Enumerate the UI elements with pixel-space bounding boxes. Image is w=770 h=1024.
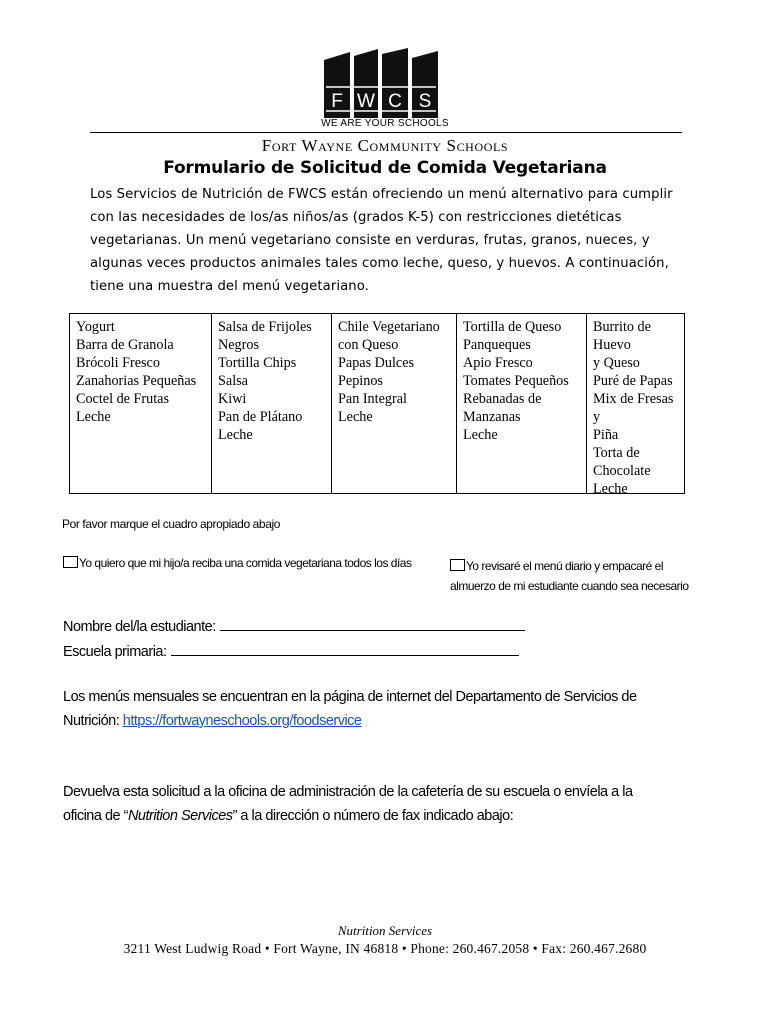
footer-address: 3211 West Ludwig Road • Fort Wayne, IN 46818 • Phone: 260.467.2058 • Fax: 260.467.2680: [123, 941, 647, 956]
intro-line: vegetarianas. Un menú vegetariano consiste en verduras, frutas, granos, nueces, y: [90, 233, 650, 248]
menu-item: Tomates Pequeños: [463, 373, 569, 389]
menu-column-3: [332, 314, 457, 493]
menu-item: Pan Integral: [338, 391, 407, 407]
foodservice-link[interactable]: https://fortwayneschools.org/foodservice: [122, 713, 362, 729]
monthly-menus-paragraph: [63, 685, 683, 733]
menu-item: Coctel de Frutas: [76, 391, 169, 407]
logo-letter-f: F: [331, 91, 343, 112]
option-review-menu-label-cont: almuerzo de mi estudiante cuando sea necesario: [450, 579, 689, 593]
menu-item: Apio Fresco: [463, 355, 533, 371]
menu-item: Panqueques: [463, 337, 531, 353]
menu-item: Leche: [338, 409, 373, 425]
menu-item: Leche: [76, 409, 111, 425]
menu-item: Salsa de Frijoles: [218, 319, 312, 335]
menu-item: Puré de Papas: [593, 373, 673, 389]
option-review-menu-label: Yo revisaré el menú diario y empacaré el: [466, 559, 664, 573]
menu-column-4: [457, 314, 587, 493]
fwcs-logo-graphic: [322, 48, 446, 118]
menu-item: Leche: [593, 481, 628, 497]
menu-item: Yogurt: [76, 319, 115, 335]
monthly-menus-text-cont: Nutrición:: [63, 713, 123, 729]
menu-item: Tortilla Chips: [218, 355, 297, 371]
header-rule: [90, 132, 682, 133]
intro-line: Los Servicios de Nutrición de FWCS están ofreciendo un menú alternativo para cumplir: [90, 187, 673, 202]
return-text-prefix: oficina de “: [63, 808, 128, 824]
menu-item: Pan de Plátano: [218, 409, 303, 425]
student-name-label: Nombre del/la estudiante:: [63, 619, 216, 635]
form-title: Formulario de Solicitud de Comida Vegetariana: [163, 158, 607, 178]
menu-item: y Queso: [593, 355, 640, 371]
school-blank[interactable]: [171, 642, 519, 656]
menu-item: Manzanas: [463, 409, 521, 425]
menu-column-5: [587, 314, 684, 497]
footer-title: Nutrition Services: [337, 923, 433, 938]
school-label: Escuela primaria:: [63, 644, 167, 660]
student-name-blank[interactable]: [220, 617, 525, 631]
review-menu-checkbox[interactable]: [450, 559, 465, 571]
return-text: Devuelva esta solicitud a la oficina de administración de la cafetería de su escuela o envíela a la: [63, 784, 633, 800]
menu-item: Chocolate: [593, 463, 651, 479]
intro-line: tiene una muestra del menú vegetariano.: [90, 279, 369, 294]
selection-instruction: Por favor marque el cuadro apropiado abajo: [62, 517, 281, 531]
intro-line: algunas veces productos animales tales como leche, queso, y huevos. A continuación,: [90, 256, 669, 271]
menu-item: Piña: [593, 427, 619, 443]
return-instructions-paragraph: [63, 780, 683, 828]
menu-item: Torta de: [593, 445, 640, 461]
menu-item: Salsa: [218, 373, 248, 389]
menu-item: Barra de Granola: [76, 337, 174, 353]
district-name: Fort Wayne Community Schools: [261, 136, 509, 155]
student-name-field: [63, 617, 525, 635]
menu-item: Chile Vegetariano: [338, 319, 440, 335]
menu-column-1: [70, 314, 212, 493]
intro-line: con las necesidades de los/as niños/as (grados K-5) con restricciones dietéticas: [90, 210, 622, 225]
sample-menu-table: [69, 313, 685, 497]
logo-tagline: WE ARE YOUR SCHOOLS: [321, 118, 449, 129]
menu-item: Negros: [218, 337, 259, 353]
menu-item: Papas Dulces: [338, 355, 415, 371]
intro-paragraph: [90, 183, 690, 298]
menu-item: con Queso: [338, 337, 399, 353]
school-field: [63, 642, 519, 660]
menu-item: Brócoli Fresco: [76, 355, 160, 371]
monthly-menus-text: Los menús mensuales se encuentran en la página de internet del Departamento de Servicios de: [63, 689, 637, 705]
option-daily-vegetarian-label: Yo quiero que mi hijo/a reciba una comida vegetariana todos los días: [79, 556, 412, 570]
option-review-menu: [450, 556, 720, 596]
option-daily-vegetarian: [63, 556, 411, 570]
logo-letter-c: C: [388, 91, 402, 112]
menu-column-2: [212, 314, 332, 493]
menu-item: Mix de Fresas y: [593, 391, 674, 425]
menu-item: Pepinos: [338, 373, 383, 389]
return-text-office: Nutrition Services: [127, 808, 233, 824]
daily-vegetarian-checkbox[interactable]: [63, 556, 78, 568]
menu-item: Tortilla de Queso: [463, 319, 562, 335]
return-text-suffix: ” a la dirección o número de fax indicado abajo:: [232, 808, 514, 824]
logo-letter-s: S: [418, 91, 432, 112]
logo-letter-w: W: [357, 91, 375, 112]
menu-item: Rebanadas de: [463, 391, 542, 407]
menu-item: Leche: [463, 427, 498, 443]
menu-item: Kiwi: [218, 391, 247, 407]
menu-item: Zanahorias Pequeñas: [76, 373, 197, 389]
menu-item: Burrito de Huevo: [593, 319, 651, 353]
menu-item: Leche: [218, 427, 253, 443]
